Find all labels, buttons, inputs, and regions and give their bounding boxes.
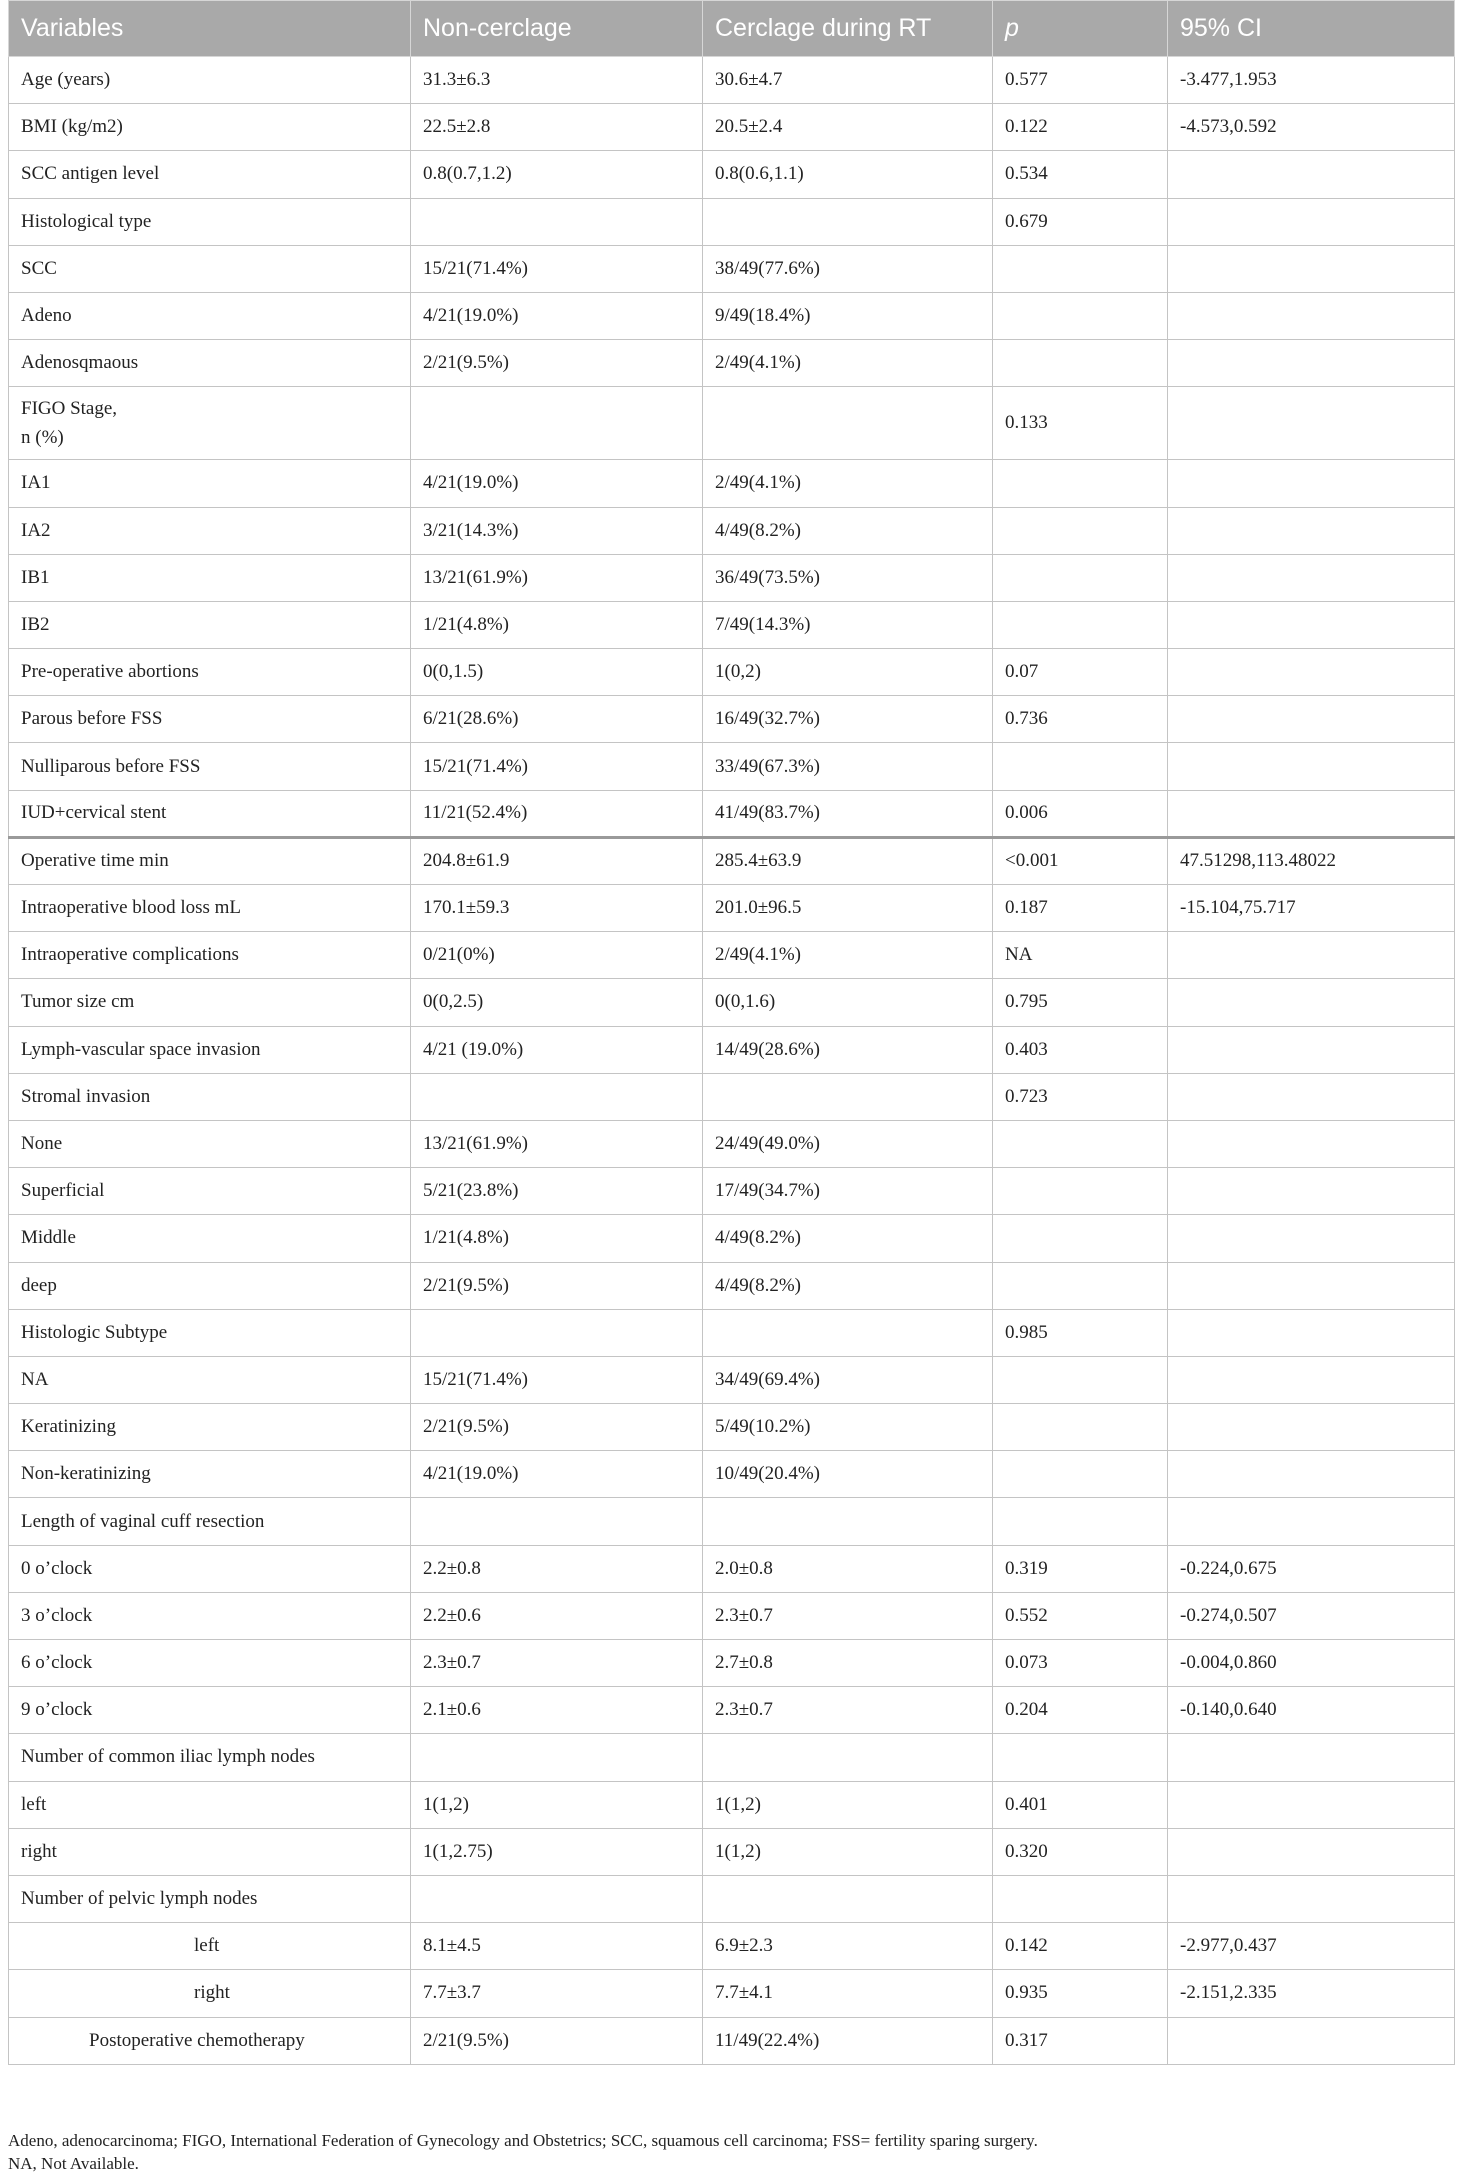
p-value-cell: 0.319 xyxy=(993,1545,1168,1592)
p-value-cell xyxy=(993,554,1168,601)
header-non-cerclage: Non-cerclage xyxy=(411,1,703,57)
cerclage-cell: 11/49(22.4%) xyxy=(703,2017,993,2064)
variable-cell: deep xyxy=(9,1262,411,1309)
non-cerclage-cell xyxy=(411,198,703,245)
ci-cell xyxy=(1168,979,1455,1026)
variable-cell: Age (years) xyxy=(9,57,411,104)
non-cerclage-cell: 4/21(19.0%) xyxy=(411,1451,703,1498)
variable-cell: NA xyxy=(9,1356,411,1403)
ci-cell xyxy=(1168,387,1455,460)
p-value-cell: 0.795 xyxy=(993,979,1168,1026)
non-cerclage-cell: 7.7±3.7 xyxy=(411,1970,703,2017)
ci-cell xyxy=(1168,1262,1455,1309)
non-cerclage-cell: 8.1±4.5 xyxy=(411,1923,703,1970)
ci-cell: -2.151,2.335 xyxy=(1168,1970,1455,2017)
cerclage-cell: 2.7±0.8 xyxy=(703,1640,993,1687)
table-row xyxy=(9,979,1455,1026)
ci-cell xyxy=(1168,601,1455,648)
p-value-cell: 0.552 xyxy=(993,1592,1168,1639)
variable-cell: Adeno xyxy=(9,292,411,339)
non-cerclage-cell xyxy=(411,1875,703,1922)
non-cerclage-cell: 4/21 (19.0%) xyxy=(411,1026,703,1073)
table-row xyxy=(9,1073,1455,1120)
table-row xyxy=(9,387,1455,460)
variable-cell: Middle xyxy=(9,1215,411,1262)
p-value-cell: <0.001 xyxy=(993,837,1168,884)
table-row xyxy=(9,1168,1455,1215)
p-value-cell xyxy=(993,743,1168,790)
non-cerclage-cell: 2.3±0.7 xyxy=(411,1640,703,1687)
cerclage-cell xyxy=(703,1309,993,1356)
variable-cell: FIGO Stage, n (%) xyxy=(9,387,411,460)
table-row xyxy=(9,696,1455,743)
p-value-cell xyxy=(993,245,1168,292)
p-value-cell: 0.122 xyxy=(993,104,1168,151)
variable-cell: right xyxy=(9,1970,411,2017)
cerclage-cell: 16/49(32.7%) xyxy=(703,696,993,743)
variable-cell: Keratinizing xyxy=(9,1404,411,1451)
ci-cell xyxy=(1168,1828,1455,1875)
table-row xyxy=(9,245,1455,292)
p-value-cell: NA xyxy=(993,932,1168,979)
table-row xyxy=(9,649,1455,696)
cerclage-cell: 36/49(73.5%) xyxy=(703,554,993,601)
non-cerclage-cell: 2.1±0.6 xyxy=(411,1687,703,1734)
p-value-cell xyxy=(993,1168,1168,1215)
variable-cell: Histological type xyxy=(9,198,411,245)
cerclage-cell xyxy=(703,198,993,245)
cerclage-cell: 201.0±96.5 xyxy=(703,885,993,932)
variable-cell: Nulliparous before FSS xyxy=(9,743,411,790)
cerclage-cell: 4/49(8.2%) xyxy=(703,1215,993,1262)
table-row xyxy=(9,601,1455,648)
table-row xyxy=(9,932,1455,979)
ci-cell xyxy=(1168,743,1455,790)
non-cerclage-cell: 2/21(9.5%) xyxy=(411,2017,703,2064)
ci-cell: -3.477,1.953 xyxy=(1168,57,1455,104)
non-cerclage-cell: 2.2±0.6 xyxy=(411,1592,703,1639)
variable-cell: Pre-operative abortions xyxy=(9,649,411,696)
header-cerclage: Cerclage during RT xyxy=(703,1,993,57)
non-cerclage-cell: 2/21(9.5%) xyxy=(411,1262,703,1309)
variable-cell: left xyxy=(9,1923,411,1970)
header-confidence-interval: 95% CI xyxy=(1168,1,1455,57)
table-row xyxy=(9,1309,1455,1356)
cerclage-cell: 34/49(69.4%) xyxy=(703,1356,993,1403)
non-cerclage-cell: 0(0,1.5) xyxy=(411,649,703,696)
ci-cell: -15.104,75.717 xyxy=(1168,885,1455,932)
p-value-cell: 0.985 xyxy=(993,1309,1168,1356)
p-value-cell xyxy=(993,601,1168,648)
ci-cell xyxy=(1168,151,1455,198)
cerclage-cell: 2.3±0.7 xyxy=(703,1687,993,1734)
non-cerclage-cell: 15/21(71.4%) xyxy=(411,743,703,790)
table-row xyxy=(9,151,1455,198)
non-cerclage-cell: 0(0,2.5) xyxy=(411,979,703,1026)
ci-cell xyxy=(1168,1309,1455,1356)
cerclage-cell: 38/49(77.6%) xyxy=(703,245,993,292)
cerclage-cell: 24/49(49.0%) xyxy=(703,1120,993,1167)
table-footnotes xyxy=(8,2129,1448,2175)
variable-cell: Length of vaginal cuff resection xyxy=(9,1498,411,1545)
non-cerclage-cell: 2/21(9.5%) xyxy=(411,340,703,387)
p-value-cell xyxy=(993,292,1168,339)
non-cerclage-cell: 15/21(71.4%) xyxy=(411,245,703,292)
cerclage-cell: 17/49(34.7%) xyxy=(703,1168,993,1215)
variable-cell: Stromal invasion xyxy=(9,1073,411,1120)
p-value-cell: 0.935 xyxy=(993,1970,1168,2017)
ci-cell xyxy=(1168,1404,1455,1451)
cerclage-cell xyxy=(703,1875,993,1922)
p-value-cell: 0.07 xyxy=(993,649,1168,696)
non-cerclage-cell: 4/21(19.0%) xyxy=(411,292,703,339)
p-value-cell: 0.577 xyxy=(993,57,1168,104)
cerclage-cell: 1(1,2) xyxy=(703,1828,993,1875)
variable-cell: IA2 xyxy=(9,507,411,554)
table-row xyxy=(9,1592,1455,1639)
table-row xyxy=(9,292,1455,339)
cerclage-cell: 6.9±2.3 xyxy=(703,1923,993,1970)
p-value-cell xyxy=(993,507,1168,554)
cerclage-cell: 7/49(14.3%) xyxy=(703,601,993,648)
variable-cell: 9 o’clock xyxy=(9,1687,411,1734)
variable-cell: SCC antigen level xyxy=(9,151,411,198)
ci-cell: -0.004,0.860 xyxy=(1168,1640,1455,1687)
non-cerclage-cell: 1(1,2.75) xyxy=(411,1828,703,1875)
p-value-cell xyxy=(993,1120,1168,1167)
ci-cell xyxy=(1168,1356,1455,1403)
p-value-cell: 0.723 xyxy=(993,1073,1168,1120)
p-value-cell: 0.534 xyxy=(993,151,1168,198)
p-value-cell: 0.006 xyxy=(993,790,1168,837)
variable-cell: Histologic Subtype xyxy=(9,1309,411,1356)
non-cerclage-cell: 1/21(4.8%) xyxy=(411,601,703,648)
cerclage-cell: 2/49(4.1%) xyxy=(703,460,993,507)
variable-cell: 3 o’clock xyxy=(9,1592,411,1639)
variable-cell: None xyxy=(9,1120,411,1167)
variable-cell: 6 o’clock xyxy=(9,1640,411,1687)
ci-cell xyxy=(1168,649,1455,696)
p-value-cell: 0.403 xyxy=(993,1026,1168,1073)
cerclage-cell: 0(0,1.6) xyxy=(703,979,993,1026)
non-cerclage-cell: 5/21(23.8%) xyxy=(411,1168,703,1215)
variable-cell: right xyxy=(9,1828,411,1875)
non-cerclage-cell: 0/21(0%) xyxy=(411,932,703,979)
variable-cell: IB2 xyxy=(9,601,411,648)
cerclage-cell: 2/49(4.1%) xyxy=(703,932,993,979)
non-cerclage-cell: 4/21(19.0%) xyxy=(411,460,703,507)
p-value-cell xyxy=(993,1262,1168,1309)
ci-cell xyxy=(1168,292,1455,339)
p-value-cell: 0.142 xyxy=(993,1923,1168,1970)
table-row xyxy=(9,460,1455,507)
ci-cell: -2.977,0.437 xyxy=(1168,1923,1455,1970)
cerclage-cell: 20.5±2.4 xyxy=(703,104,993,151)
ci-cell xyxy=(1168,1451,1455,1498)
cerclage-cell: 41/49(83.7%) xyxy=(703,790,993,837)
header-p-value: p xyxy=(993,1,1168,57)
non-cerclage-cell: 3/21(14.3%) xyxy=(411,507,703,554)
ci-cell xyxy=(1168,554,1455,601)
non-cerclage-cell: 170.1±59.3 xyxy=(411,885,703,932)
table-header-row xyxy=(9,1,1455,57)
non-cerclage-cell: 22.5±2.8 xyxy=(411,104,703,151)
variable-cell: IUD+cervical stent xyxy=(9,790,411,837)
p-value-cell xyxy=(993,1875,1168,1922)
non-cerclage-cell: 31.3±6.3 xyxy=(411,57,703,104)
variable-cell: Adenosqmaous xyxy=(9,340,411,387)
non-cerclage-cell: 2/21(9.5%) xyxy=(411,1404,703,1451)
variable-cell: BMI (kg/m2) xyxy=(9,104,411,151)
ci-cell xyxy=(1168,507,1455,554)
cerclage-cell xyxy=(703,1498,993,1545)
ci-cell: -4.573,0.592 xyxy=(1168,104,1455,151)
cerclage-cell xyxy=(703,1734,993,1781)
ci-cell xyxy=(1168,460,1455,507)
cerclage-cell: 33/49(67.3%) xyxy=(703,743,993,790)
cerclage-cell: 2/49(4.1%) xyxy=(703,340,993,387)
p-value-cell: 0.204 xyxy=(993,1687,1168,1734)
results-table xyxy=(8,0,1455,2065)
cerclage-cell xyxy=(703,387,993,460)
non-cerclage-cell: 15/21(71.4%) xyxy=(411,1356,703,1403)
table-row xyxy=(9,198,1455,245)
p-value-cell xyxy=(993,460,1168,507)
non-cerclage-cell xyxy=(411,1734,703,1781)
variable-cell: Intraoperative blood loss mL xyxy=(9,885,411,932)
table-row xyxy=(9,1545,1455,1592)
cerclage-cell: 1(0,2) xyxy=(703,649,993,696)
non-cerclage-cell xyxy=(411,387,703,460)
p-value-cell: 0.073 xyxy=(993,1640,1168,1687)
variable-cell: Lymph-vascular space invasion xyxy=(9,1026,411,1073)
p-value-cell xyxy=(993,1451,1168,1498)
header-variables: Variables xyxy=(9,1,411,57)
cerclage-cell: 5/49(10.2%) xyxy=(703,1404,993,1451)
non-cerclage-cell: 13/21(61.9%) xyxy=(411,1120,703,1167)
table-row xyxy=(9,1923,1455,1970)
cerclage-cell: 10/49(20.4%) xyxy=(703,1451,993,1498)
table-row xyxy=(9,1734,1455,1781)
table-row xyxy=(9,340,1455,387)
table-row xyxy=(9,837,1455,884)
non-cerclage-cell: 2.2±0.8 xyxy=(411,1545,703,1592)
results-table-container xyxy=(8,0,1454,2065)
table-row xyxy=(9,1026,1455,1073)
variable-cell: Non-keratinizing xyxy=(9,1451,411,1498)
p-value-cell: 0.320 xyxy=(993,1828,1168,1875)
p-value-cell xyxy=(993,1498,1168,1545)
table-row xyxy=(9,1120,1455,1167)
ci-cell xyxy=(1168,1498,1455,1545)
non-cerclage-cell: 6/21(28.6%) xyxy=(411,696,703,743)
p-value-cell xyxy=(993,1404,1168,1451)
variable-cell: Tumor size cm xyxy=(9,979,411,1026)
p-value-cell xyxy=(993,1215,1168,1262)
p-value-cell: 0.401 xyxy=(993,1781,1168,1828)
variable-cell: 0 o’clock xyxy=(9,1545,411,1592)
cerclage-cell: 30.6±4.7 xyxy=(703,57,993,104)
non-cerclage-cell xyxy=(411,1309,703,1356)
table-row xyxy=(9,1781,1455,1828)
non-cerclage-cell xyxy=(411,1498,703,1545)
p-value-cell: 0.133 xyxy=(993,387,1168,460)
cerclage-cell xyxy=(703,1073,993,1120)
table-row xyxy=(9,1215,1455,1262)
table-row xyxy=(9,1451,1455,1498)
variable-cell: IB1 xyxy=(9,554,411,601)
table-row xyxy=(9,1498,1455,1545)
p-value-cell xyxy=(993,340,1168,387)
cerclage-cell: 4/49(8.2%) xyxy=(703,1262,993,1309)
cerclage-cell: 14/49(28.6%) xyxy=(703,1026,993,1073)
non-cerclage-cell xyxy=(411,1073,703,1120)
non-cerclage-cell: 0.8(0.7,1.2) xyxy=(411,151,703,198)
variable-cell: IA1 xyxy=(9,460,411,507)
table-row xyxy=(9,1970,1455,2017)
table-row xyxy=(9,1875,1455,1922)
ci-cell: -0.274,0.507 xyxy=(1168,1592,1455,1639)
non-cerclage-cell: 204.8±61.9 xyxy=(411,837,703,884)
ci-cell xyxy=(1168,696,1455,743)
ci-cell xyxy=(1168,245,1455,292)
variable-cell: Operative time min xyxy=(9,837,411,884)
table-row xyxy=(9,1828,1455,1875)
ci-cell xyxy=(1168,932,1455,979)
variable-cell: Intraoperative complications xyxy=(9,932,411,979)
footnote-na: NA, Not Available. xyxy=(8,2154,139,2173)
variable-cell: Number of common iliac lymph nodes xyxy=(9,1734,411,1781)
cerclage-cell: 9/49(18.4%) xyxy=(703,292,993,339)
ci-cell xyxy=(1168,2017,1455,2064)
ci-cell xyxy=(1168,1734,1455,1781)
cerclage-cell: 2.3±0.7 xyxy=(703,1592,993,1639)
cerclage-cell: 1(1,2) xyxy=(703,1781,993,1828)
table-row xyxy=(9,1687,1455,1734)
table-row xyxy=(9,2017,1455,2064)
p-value-cell: 0.317 xyxy=(993,2017,1168,2064)
footnote-abbreviations: Adeno, adenocarcinoma; FIGO, International Federation of Gynecology and Obstetrics; SCC, squamous cell carcinoma; FSS= fertility sparing surgery. xyxy=(8,2131,1038,2150)
ci-cell xyxy=(1168,790,1455,837)
table-row xyxy=(9,507,1455,554)
ci-cell xyxy=(1168,1781,1455,1828)
table-row xyxy=(9,554,1455,601)
table-row xyxy=(9,743,1455,790)
table-row xyxy=(9,790,1455,837)
non-cerclage-cell: 1/21(4.8%) xyxy=(411,1215,703,1262)
ci-cell xyxy=(1168,1875,1455,1922)
non-cerclage-cell: 11/21(52.4%) xyxy=(411,790,703,837)
cerclage-cell: 0.8(0.6,1.1) xyxy=(703,151,993,198)
table-row xyxy=(9,1356,1455,1403)
p-value-cell: 0.187 xyxy=(993,885,1168,932)
table-row xyxy=(9,57,1455,104)
ci-cell xyxy=(1168,198,1455,245)
ci-cell xyxy=(1168,1120,1455,1167)
p-value-cell xyxy=(993,1734,1168,1781)
ci-cell xyxy=(1168,1215,1455,1262)
ci-cell: -0.224,0.675 xyxy=(1168,1545,1455,1592)
variable-cell: Number of pelvic lymph nodes xyxy=(9,1875,411,1922)
p-value-cell: 0.736 xyxy=(993,696,1168,743)
table-row xyxy=(9,1640,1455,1687)
variable-cell: Postoperative chemotherapy xyxy=(9,2017,411,2064)
ci-cell xyxy=(1168,340,1455,387)
cerclage-cell: 2.0±0.8 xyxy=(703,1545,993,1592)
p-value-cell: 0.679 xyxy=(993,198,1168,245)
cerclage-cell: 285.4±63.9 xyxy=(703,837,993,884)
table-row xyxy=(9,885,1455,932)
variable-cell: Parous before FSS xyxy=(9,696,411,743)
ci-cell xyxy=(1168,1026,1455,1073)
ci-cell xyxy=(1168,1073,1455,1120)
cerclage-cell: 7.7±4.1 xyxy=(703,1970,993,2017)
ci-cell xyxy=(1168,1168,1455,1215)
table-row xyxy=(9,104,1455,151)
p-value-cell xyxy=(993,1356,1168,1403)
cerclage-cell: 4/49(8.2%) xyxy=(703,507,993,554)
table-row xyxy=(9,1404,1455,1451)
non-cerclage-cell: 13/21(61.9%) xyxy=(411,554,703,601)
ci-cell: -0.140,0.640 xyxy=(1168,1687,1455,1734)
table-body xyxy=(9,57,1455,2065)
table-row xyxy=(9,1262,1455,1309)
variable-cell: Superficial xyxy=(9,1168,411,1215)
ci-cell: 47.51298,113.48022 xyxy=(1168,837,1455,884)
variable-cell: SCC xyxy=(9,245,411,292)
variable-cell: left xyxy=(9,1781,411,1828)
non-cerclage-cell: 1(1,2) xyxy=(411,1781,703,1828)
